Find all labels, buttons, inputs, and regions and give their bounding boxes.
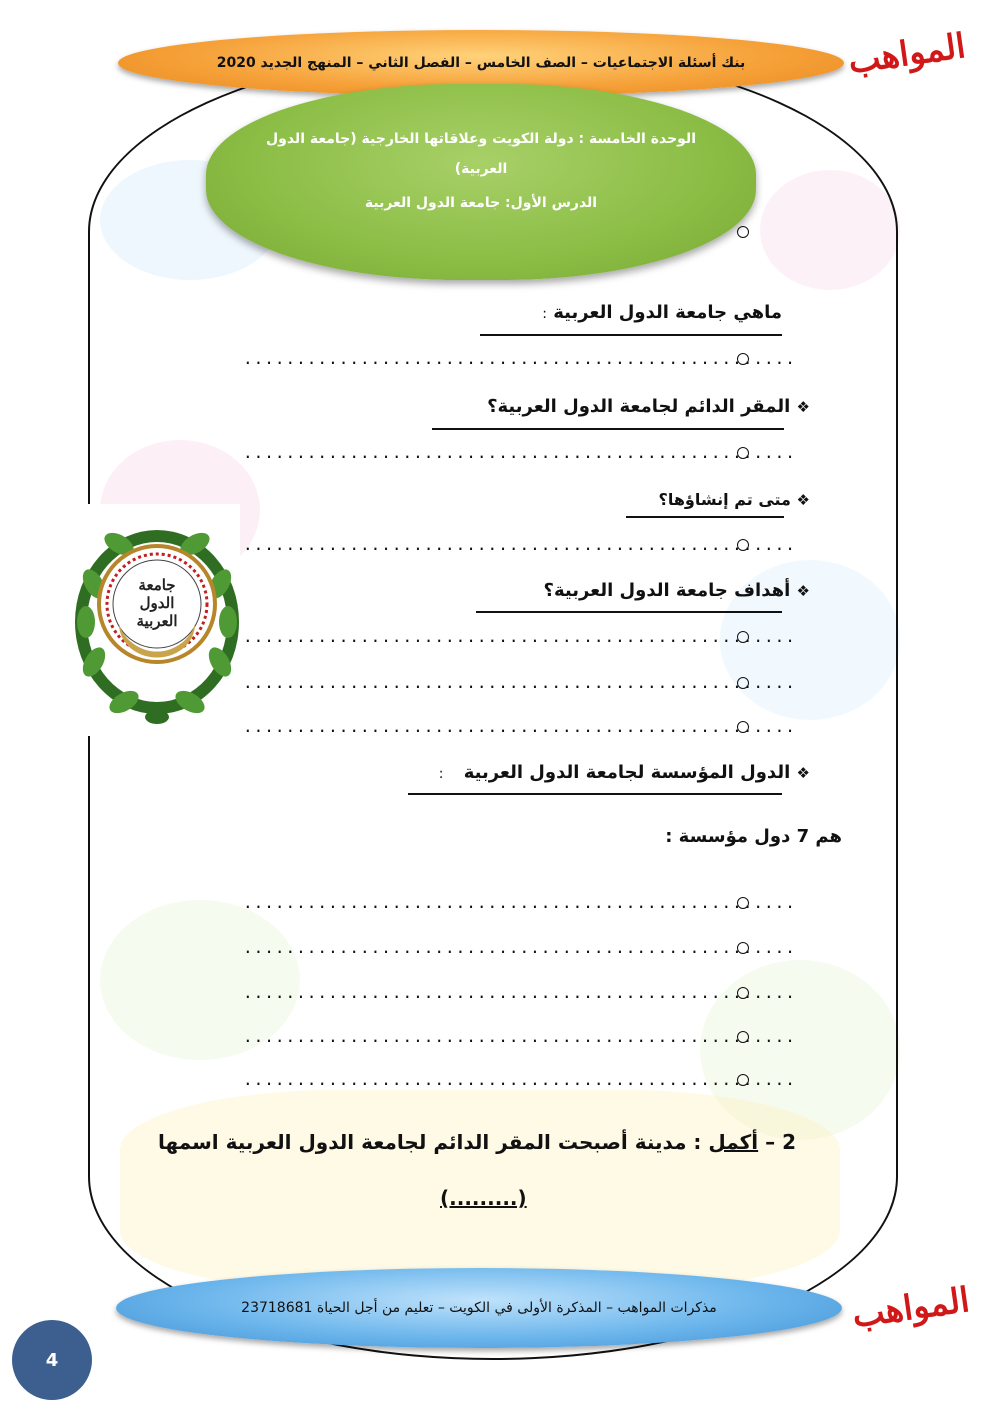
- question-1-title: ماهي جامعة الدول العربية :: [542, 302, 782, 323]
- question-5-title: ❖ الدول المؤسسة لجامعة الدول العربية :: [438, 762, 810, 783]
- diamond-bullet-icon: ❖: [796, 582, 810, 600]
- answer-line: ....................................................: [243, 983, 796, 1002]
- answer-line: ....................................................: [243, 1070, 796, 1089]
- question-1-underline: [480, 334, 782, 336]
- answer-line: ....................................................: [243, 627, 796, 646]
- diamond-bullet-icon: ❖: [796, 764, 810, 782]
- diamond-bullet-icon: ❖: [796, 491, 810, 509]
- complete-blank: (.........): [440, 1186, 527, 1210]
- answer-line: ....................................................: [243, 443, 796, 462]
- complete-number: 2 –: [765, 1130, 796, 1154]
- unit-title: الوحدة الخامسة : دولة الكويت وعلاقاتها الخارجية (جامعة الدول العربية): [266, 131, 696, 177]
- bullet-circle: [737, 226, 749, 238]
- page-number: 4: [12, 1320, 92, 1400]
- answer-line: ....................................................: [243, 673, 796, 692]
- footer-banner: [116, 1268, 842, 1348]
- logo-bottom: المواهب: [849, 1279, 973, 1337]
- question-2-underline: [432, 428, 784, 430]
- answer-line: ....................................................: [243, 938, 796, 957]
- founders-note: هم 7 دول مؤسسة :: [665, 826, 842, 847]
- emblem-text: جامعة الدول العربية: [136, 576, 178, 630]
- question-4-title: ❖ أهداف جامعة الدول العربية؟: [543, 580, 810, 601]
- answer-line: ....................................................: [243, 1027, 796, 1046]
- arab-league-emblem: [74, 504, 240, 736]
- question-3-underline: [626, 516, 784, 518]
- logo-top: المواهب: [845, 25, 969, 83]
- complete-text: : مدينة أصبحت المقر الدائم لجامعة الدول العربية اسمها: [157, 1130, 702, 1154]
- question-4-underline: [476, 611, 782, 613]
- question-2-title: ❖ المقر الدائم لجامعة الدول العربية؟: [487, 396, 810, 417]
- answer-line: ....................................................: [243, 535, 796, 554]
- complete-label: أكمل: [708, 1130, 759, 1154]
- answer-line: ....................................................: [243, 893, 796, 912]
- diamond-bullet-icon: ❖: [796, 398, 810, 416]
- question-5-underline: [408, 793, 782, 795]
- question-3-title: ❖ متى تم إنشاؤها؟: [658, 490, 810, 509]
- lesson-title: الدرس الأول: جامعة الدول العربية: [364, 195, 598, 211]
- answer-line: ....................................................: [243, 349, 796, 368]
- unit-banner: [206, 84, 756, 280]
- header-title: بنك أسئلة الاجتماعيات – الصف الخامس – الفصل الثاني – المنهج الجديد 2020: [216, 55, 746, 71]
- footer-text: مذكرات المواهب – المذكرة الأولى في الكويت – تعليم من أجل الحياة 23718681: [241, 1300, 717, 1316]
- answer-line: ....................................................: [243, 717, 796, 736]
- complete-question: [158, 1130, 796, 1154]
